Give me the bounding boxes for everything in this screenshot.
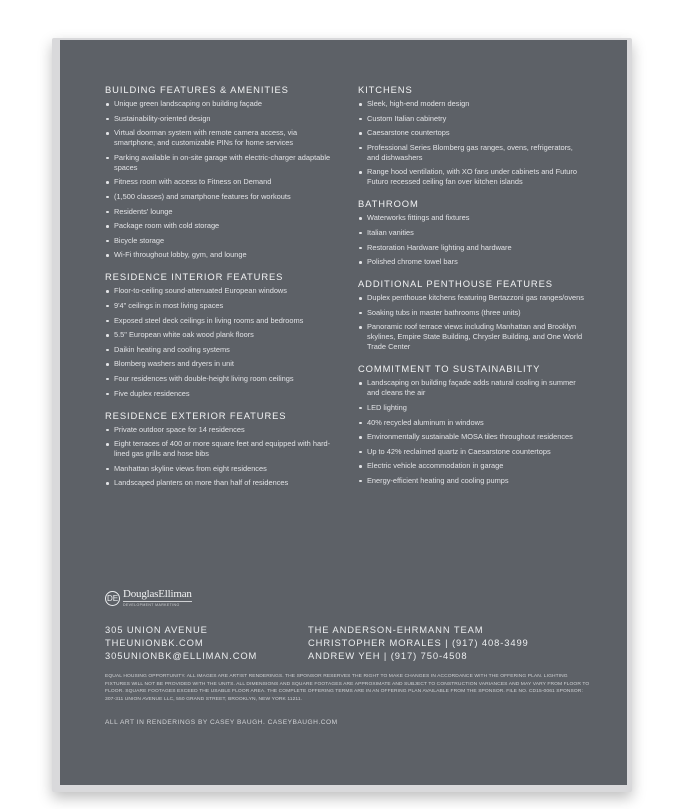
list-item: Up to 42% reclaimed quartz in Caesarstone countertops: [358, 447, 586, 457]
list-item: Panoramic roof terrace views including Manhattan and Brooklyn skylines, Empire State Building, Chrysler Building, and One World Trade Center: [358, 322, 586, 352]
team-name: THE ANDERSON-EHRMANN TEAM: [308, 624, 484, 635]
section-heading: BATHROOM: [358, 198, 419, 210]
list-item: Unique green landscaping on building façade: [105, 99, 333, 109]
property-website[interactable]: THEUNIONBK.COM: [105, 637, 204, 648]
list-item: Polished chrome towel bars: [358, 257, 586, 267]
sales-team-contact: [308, 623, 529, 662]
feature-list: [105, 286, 333, 398]
douglas-elliman-logo: [105, 588, 192, 608]
list-item: Four residences with double-height living room ceilings: [105, 374, 333, 384]
agent-contact-morales: CHRISTOPHER MORALES | (917) 408-3499: [308, 637, 529, 648]
property-contact: [105, 623, 257, 662]
list-item: 9'4" ceilings in most living spaces: [105, 301, 333, 311]
list-item: Landscaped planters on more than half of residences: [105, 478, 333, 488]
list-item: 5.5" European white oak wood plank floors: [105, 330, 333, 340]
list-item: Soaking tubs in master bathrooms (three units): [358, 308, 586, 318]
section-heading: COMMITMENT TO SUSTAINABILITY: [358, 363, 541, 375]
list-item: Bicycle storage: [105, 236, 333, 246]
list-item: Sleek, high-end modern design: [358, 99, 586, 109]
feature-list: [358, 293, 586, 352]
section-building-features-amenities: [105, 84, 333, 260]
brochure-page: [60, 40, 627, 785]
section-residence-exterior-features: [105, 410, 333, 489]
list-item: 40% recycled aluminum in windows: [358, 418, 586, 428]
list-item: Parking available in on-site garage with electric-charger adaptable spaces: [105, 153, 333, 173]
list-item: Daikin heating and cooling systems: [105, 345, 333, 355]
list-item: Waterworks fittings and fixtures: [358, 213, 586, 223]
feature-list: [105, 99, 333, 260]
list-item: Custom Italian cabinetry: [358, 114, 586, 124]
section-bathroom: [358, 198, 586, 267]
list-item: Blomberg washers and dryers in unit: [105, 359, 333, 369]
section-commitment-to-sustainability: [358, 363, 586, 486]
right-column: [358, 84, 586, 497]
section-heading: ADDITIONAL PENTHOUSE FEATURES: [358, 278, 553, 290]
section-heading: BUILDING FEATURES & AMENITIES: [105, 84, 289, 95]
list-item: Package room with cold storage: [105, 221, 333, 231]
list-item: Restoration Hardware lighting and hardware: [358, 243, 586, 253]
feature-list: [358, 213, 586, 267]
list-item: Manhattan skyline views from eight residences: [105, 464, 333, 474]
art-credit: ALL ART IN RENDERINGS BY CASEY BAUGH. CASEYBAUGH.COM: [105, 719, 338, 726]
logo-subtitle: DEVELOPMENT MARKETING: [123, 601, 192, 607]
list-item: (1,500 classes) and smartphone features for workouts: [105, 192, 333, 202]
list-item: Sustainability-oriented design: [105, 114, 333, 124]
list-item: Floor-to-ceiling sound-attenuated European windows: [105, 286, 333, 296]
list-item: Wi-Fi throughout lobby, gym, and lounge: [105, 250, 333, 260]
list-item: Professional Series Blomberg gas ranges, ovens, refrigerators, and dishwashers: [358, 143, 586, 163]
list-item: Virtual doorman system with remote camera access, via smartphone, and customizable PINs for home services: [105, 128, 333, 148]
list-item: Italian vanities: [358, 228, 586, 238]
list-item: LED lighting: [358, 403, 586, 413]
list-item: Private outdoor space for 14 residences: [105, 425, 333, 435]
list-item: Caesarstone countertops: [358, 128, 586, 138]
property-address: 305 UNION AVENUE: [105, 624, 208, 635]
logo-name: DouglasElliman: [123, 588, 192, 600]
section-kitchens: [358, 84, 586, 187]
agent-contact-yeh: ANDREW YEH | (917) 750-4508: [308, 650, 468, 661]
list-item: Eight terraces of 400 or more square feet and equipped with hard-lined gas grills and hose bibs: [105, 439, 333, 459]
feature-list: [358, 378, 586, 486]
legal-disclaimer: EQUAL HOUSING OPPORTUNITY. ALL IMAGES ARE ARTIST RENDERINGS. THE SPONSOR RESERVES THE RIGHT TO MAKE CHANGES IN ACCORDANCE WITH THE OFFERING PLAN. LIGHTING FIXTURES WILL NOT BE PROVIDED WITH THE UNITS. ALL DIMENSIONS AND SQUARE FOOTAGES ARE APPROXIMATE AND SUBJECT TO CONSTRUCTION VARIANCES AND MAY VARY FROM FLOOR TO FLOOR. SQUARE FOOTAGES EXCEED THE USABLE FLOOR AREA. THE COMPLETE OFFERING TERMS ARE IN AN OFFERING PLAN AVAILABLE FROM THE SPONSOR. FILE NO. CD15-0061 SPONSOR: 307-311 UNION AVENUE LLC, 550 GRAND STREET, BROOKLYN, NEW YORK 11211.: [105, 674, 590, 702]
list-item: Five duplex residences: [105, 389, 333, 399]
list-item: Range hood ventilation, with XO fans under cabinets and Futuro Futuro recessed ceiling fan over kitchen islands: [358, 167, 586, 187]
left-column: [105, 84, 333, 499]
list-item: Exposed steel deck ceilings in living rooms and bedrooms: [105, 316, 333, 326]
section-heading: RESIDENCE INTERIOR FEATURES: [105, 271, 284, 283]
list-item: Electric vehicle accommodation in garage: [358, 461, 586, 471]
logo-mark-icon: DE: [105, 591, 120, 606]
list-item: Energy-efficient heating and cooling pumps: [358, 476, 586, 486]
feature-list: [105, 425, 333, 489]
list-item: Landscaping on building façade adds natural cooling in summer and cleans the air: [358, 378, 586, 398]
property-email[interactable]: 305UNIONBK@ELLIMAN.COM: [105, 650, 258, 661]
list-item: Environmentally sustainable MOSA tiles throughout residences: [358, 432, 586, 442]
list-item: Duplex penthouse kitchens featuring Bertazzoni gas ranges/ovens: [358, 293, 586, 303]
list-item: Residents' lounge: [105, 207, 333, 217]
section-heading: RESIDENCE EXTERIOR FEATURES: [105, 409, 287, 421]
section-heading: KITCHENS: [358, 84, 413, 95]
section-additional-penthouse-features: [358, 278, 586, 352]
list-item: Fitness room with access to Fitness on Demand: [105, 177, 333, 187]
section-residence-interior-features: [105, 271, 333, 398]
feature-list: [358, 99, 586, 187]
